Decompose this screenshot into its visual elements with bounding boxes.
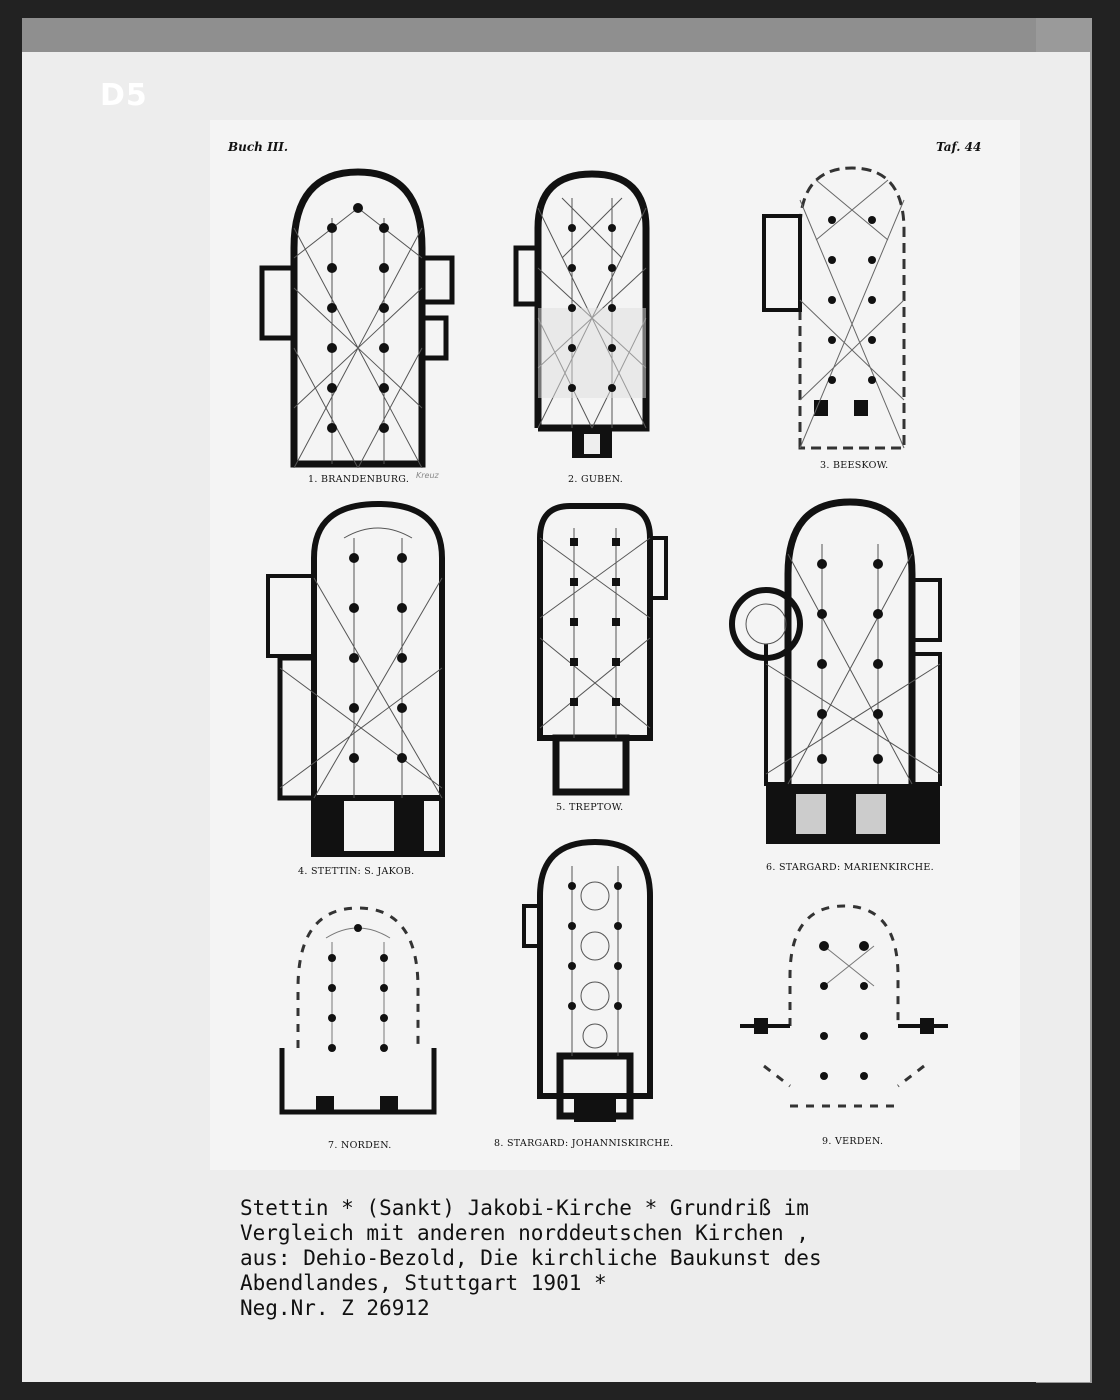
description-line: aus: Dehio-Bezold, Die kirchliche Baukunst des — [240, 1246, 822, 1270]
floor-plan-stargard-marienkirche — [726, 494, 956, 854]
card-label: D5 — [100, 78, 148, 113]
plan-caption: 2. GUBEN. — [568, 474, 624, 485]
plan-caption: 3. BEESKOW. — [820, 460, 889, 471]
floor-plan-stettin-s-jakob — [258, 498, 458, 860]
plan-caption: 7. NORDEN. — [328, 1140, 392, 1151]
floor-plan-treptow — [530, 498, 670, 798]
floor-plan-stargard-johanniskirche — [520, 836, 670, 1128]
plan-caption: 5. TREPTOW. — [556, 802, 624, 813]
description-line: Stettin * (Sankt) Jakobi-Kirche * Grundriß im — [240, 1196, 809, 1220]
plan-caption: 4. STETTIN: S. JAKOB. — [298, 866, 415, 877]
description-line: Abendlandes, Stuttgart 1901 * — [240, 1271, 607, 1295]
description-line: Vergleich mit anderen norddeutschen Kirchen , — [240, 1221, 809, 1245]
plate-header-right: Taf. 44 — [936, 140, 982, 154]
plan-caption: 6. STARGARD: MARIENKIRCHE. — [766, 862, 934, 873]
handwritten-note: Kreuz — [416, 471, 439, 480]
plan-caption: 9. VERDEN. — [822, 1136, 884, 1147]
floor-plan-brandenburg — [258, 168, 458, 468]
scan-shadow-top — [22, 18, 1092, 54]
plan-caption: 1. BRANDENBURG. — [308, 474, 410, 485]
plate-header-left: Buch III. — [228, 140, 289, 154]
archive-description — [240, 1196, 1020, 1321]
plan-caption: 8. STARGARD: JOHANNISKIRCHE. — [494, 1138, 674, 1149]
floor-plan-guben — [512, 168, 672, 468]
floor-plan-norden — [276, 898, 440, 1130]
negative-number: Neg.Nr. Z 26912 — [240, 1296, 430, 1320]
floor-plan-verden — [734, 896, 954, 1126]
floor-plan-beeskow — [756, 160, 926, 452]
